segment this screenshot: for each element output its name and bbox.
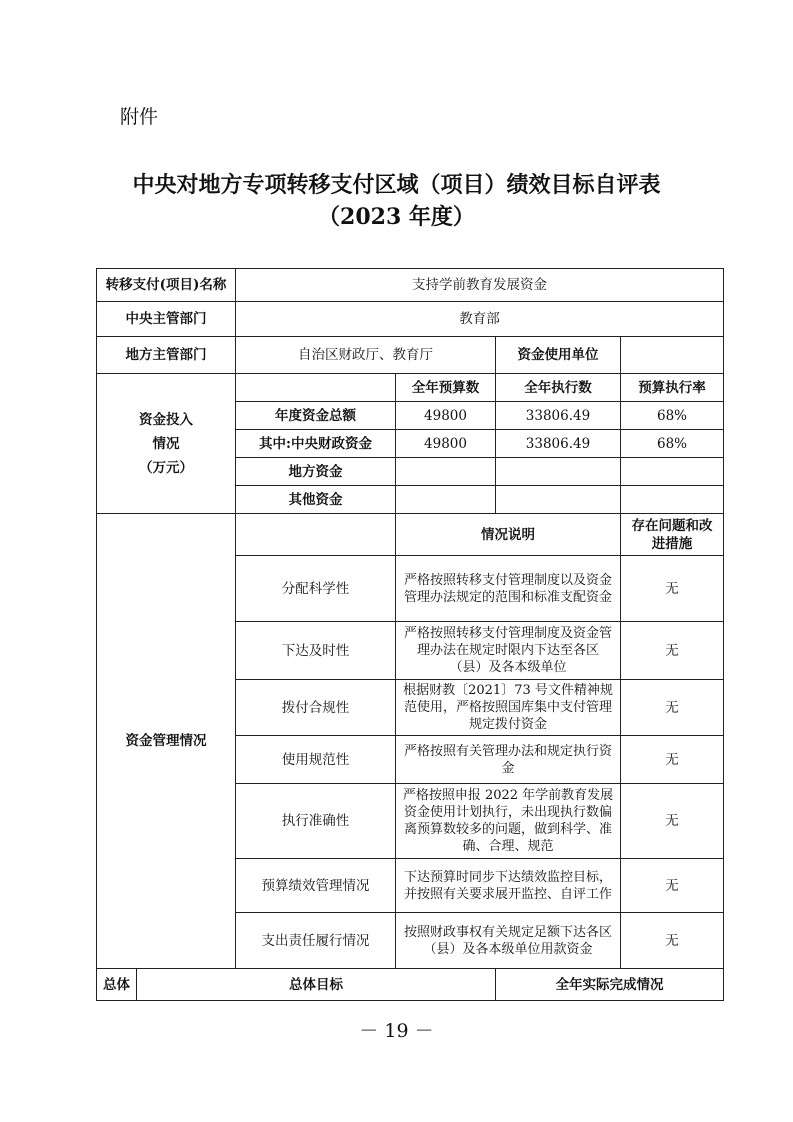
management-row-desc: 下达预算时同步下达绩效监控目标，并按照有关要求展开监控、自评工作: [396, 859, 621, 913]
document-subtitle: （2023 年度）: [318, 204, 475, 230]
col-annual-budget: 全年预算数: [396, 374, 496, 402]
management-row-name: 执行准确性: [236, 784, 396, 859]
funding-row-budget: [396, 486, 496, 514]
attachment-label: 附件: [120, 106, 159, 128]
funding-row-rate: 68%: [621, 402, 724, 430]
management-corner-cell: [236, 514, 396, 556]
document-title: 中央对地方专项转移支付区域（项目）绩效目标自评表: [132, 172, 661, 198]
management-row-desc: 严格按照转移支付管理制度以及资金管理办法规定的范围和标准支配资金: [396, 556, 621, 622]
management-row-desc: 根据财教〔2021〕73 号文件精神规范使用，严格按照国库集中支付管理规定拨付资金: [396, 680, 621, 736]
management-row-issue: 无: [621, 859, 724, 913]
funding-row-exec: [496, 458, 621, 486]
central-dept-value: 教育部: [236, 302, 724, 337]
management-row-issue: 无: [621, 736, 724, 784]
overall-row: [97, 969, 724, 1001]
local-dept-row: [97, 337, 724, 374]
management-row-desc: 严格按照有关管理办法和规定执行资金: [396, 736, 621, 784]
funding-row-name: 其中:中央财政资金: [236, 430, 396, 458]
local-dept-label: 地方主管部门: [97, 337, 236, 374]
col-exec-rate: 预算执行率: [621, 374, 724, 402]
fund-unit-value: [621, 337, 724, 374]
management-row-issue: 无: [621, 556, 724, 622]
funding-row-rate: [621, 486, 724, 514]
project-name-value: 支持学前教育发展资金: [236, 269, 724, 302]
management-row-desc: 严格按照转移支付管理制度及资金管理办法在规定时限内下达至各区（县）及各本级单位: [396, 622, 621, 680]
evaluation-table: [96, 268, 724, 1001]
overall-goal-label: 总体目标: [137, 969, 496, 1001]
central-dept-row: [97, 302, 724, 337]
project-name-label: 转移支付(项目)名称: [97, 269, 236, 302]
management-row-issue: 无: [621, 622, 724, 680]
project-row: [97, 269, 724, 302]
col-issues: 存在问题和改进措施: [621, 514, 724, 556]
management-header-row: [97, 514, 724, 556]
funding-label-line3: （万元）: [139, 459, 193, 476]
local-dept-value: 自治区财政厅、教育厅: [236, 337, 496, 374]
management-row-name: 预算绩效管理情况: [236, 859, 396, 913]
page-number: － 19 －: [359, 1020, 434, 1042]
col-annual-exec: 全年执行数: [496, 374, 621, 402]
management-row-name: 下达及时性: [236, 622, 396, 680]
central-dept-label: 中央主管部门: [97, 302, 236, 337]
funding-row-name: 年度资金总额: [236, 402, 396, 430]
funding-row-exec: [496, 486, 621, 514]
funding-row-budget: 49800: [396, 430, 496, 458]
funding-row-rate: 68%: [621, 430, 724, 458]
management-row-name: 使用规范性: [236, 736, 396, 784]
management-row-name: 支出责任履行情况: [236, 913, 396, 969]
funding-row-exec: 33806.49: [496, 430, 621, 458]
management-section-label: 资金管理情况: [97, 514, 236, 969]
funding-corner-cell: [236, 374, 396, 402]
management-row-desc: 严格按照申报 2022 年学前教育发展资金使用计划执行，未出现执行数偏离预算数较多的问题，做到科学、准确、合理、规范: [396, 784, 621, 859]
funding-header-row: [97, 374, 724, 402]
funding-row-name: 其他资金: [236, 486, 396, 514]
management-row-name: 拨付合规性: [236, 680, 396, 736]
management-row-name: 分配科学性: [236, 556, 396, 622]
overall-label: 总体: [97, 969, 137, 1001]
funding-row-exec: 33806.49: [496, 402, 621, 430]
funding-section-label: [97, 374, 236, 514]
overall-actual-label: 全年实际完成情况: [496, 969, 724, 1001]
funding-label-line2: 情况: [152, 435, 180, 452]
management-row-issue: 无: [621, 784, 724, 859]
funding-row-name: 地方资金: [236, 458, 396, 486]
fund-unit-label: 资金使用单位: [496, 337, 621, 374]
funding-row-budget: [396, 458, 496, 486]
funding-label-line1: 资金投入: [139, 411, 193, 428]
management-row-issue: 无: [621, 680, 724, 736]
col-description: 情况说明: [396, 514, 621, 556]
funding-row-budget: 49800: [396, 402, 496, 430]
funding-row-rate: [621, 458, 724, 486]
management-row-desc: 按照财政事权有关规定足额下达各区（县）及各本级单位用款资金: [396, 913, 621, 969]
management-row-issue: 无: [621, 913, 724, 969]
